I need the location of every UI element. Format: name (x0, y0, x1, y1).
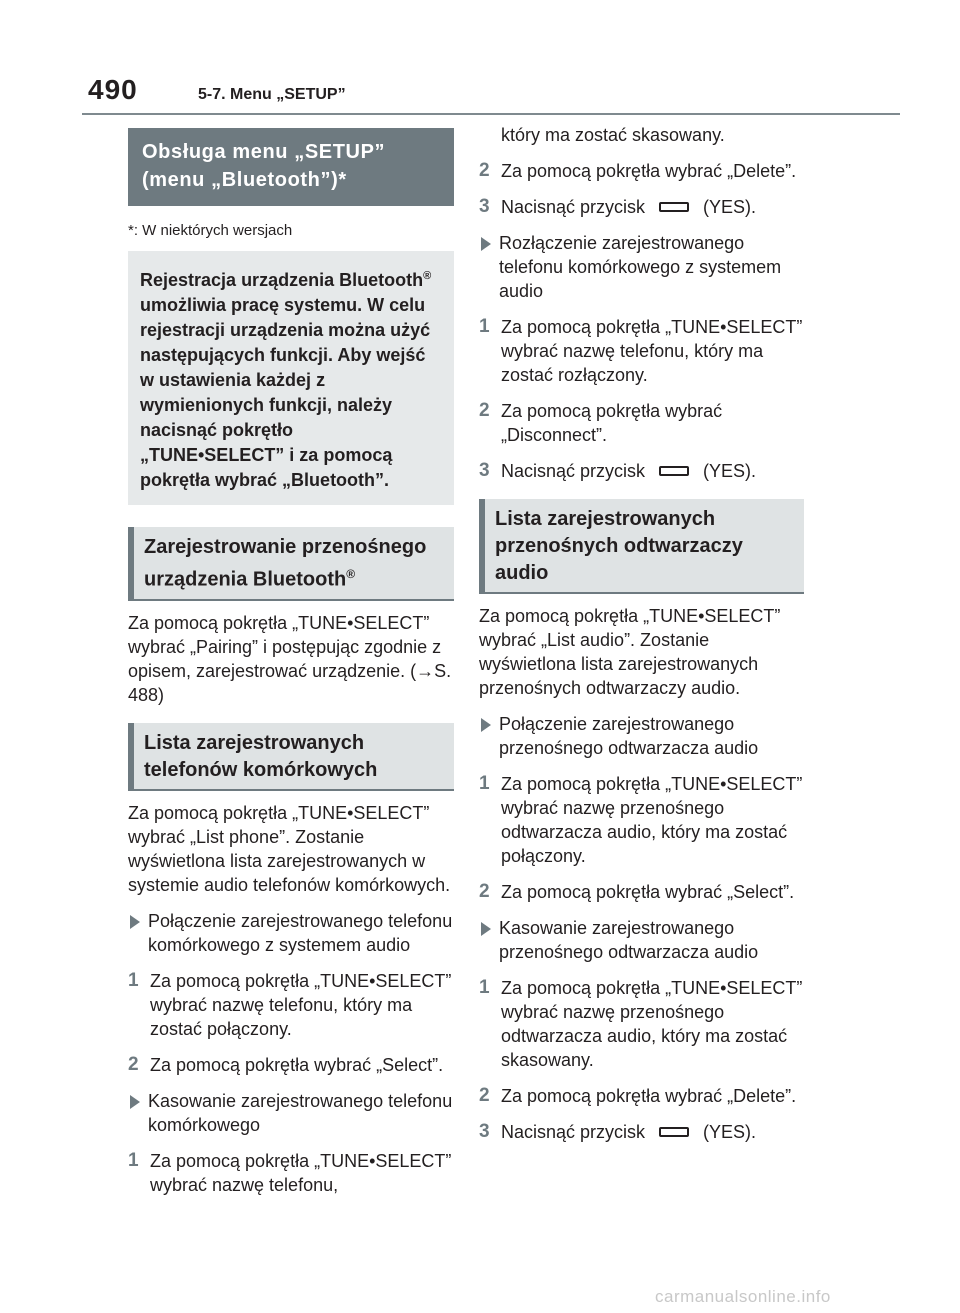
page-header (0, 0, 960, 118)
step-number: 2 (128, 1053, 139, 1075)
info-box (128, 251, 454, 505)
section-title-registration (128, 527, 454, 601)
step-number: 2 (479, 881, 490, 902)
triangle-bullet-icon (481, 237, 491, 251)
watermark: carmanualsonline.info (655, 1287, 831, 1306)
button-icon (659, 202, 689, 212)
chapter-title: 5-7. Menu „SETUP” (198, 86, 346, 103)
triangle-bullet-icon (130, 915, 140, 929)
step-item: 2 Za pomocą pokrętła wybrać „Delete”. (479, 160, 797, 181)
button-icon (659, 1127, 689, 1137)
step-number: 2 (479, 1085, 490, 1106)
paragraph-list-audio: Za pomocą pokrętła „TUNE•SELECT” wybrać „List audio”. Zostanie wyświetlona lista zarejestrowanych przenośnych odtwarzaczy audio. (479, 606, 781, 698)
step-number: 3 (479, 1121, 490, 1142)
left-column (128, 128, 454, 1209)
step-item: 1 Za pomocą pokrętła „TUNE•SELECT” wybrać nazwę przenośnego odtwarzacza audio, który ma zostać skasowany. (479, 977, 803, 1070)
triangle-bullet-icon (481, 922, 491, 936)
step-continuation: który ma zostać skasowany. (501, 125, 725, 145)
triangle-bullet-icon (130, 1095, 140, 1109)
step-item: 1 Za pomocą pokrętła „TUNE•SELECT” wybrać nazwę przenośnego odtwarzacza audio, który ma zostać połączony. (479, 773, 803, 866)
info-text-part1: Rejestracja urządzenia Bluetooth (140, 270, 424, 290)
section-title-audio-list: Lista zarejestrowanych przenośnych odtwarzaczy audio (479, 499, 804, 594)
step-item: 1 Za pomocą pokrętła „TUNE•SELECT” wybrać nazwę telefonu, który ma zostać połączony. (128, 969, 452, 1039)
registered-mark: ® (346, 567, 356, 581)
bullet-disconnect-phone: Rozłączenie zarejestrowanego telefonu komórkowego z systemem audio (479, 231, 804, 303)
step-number: 2 (479, 400, 490, 421)
step-item: 2 Za pomocą pokrętła wybrać „Select”. (479, 881, 795, 902)
section-title-setup-bluetooth: Obsługa menu „SETUP” (menu „Bluetooth”)* (128, 128, 454, 206)
step-number: 1 (479, 773, 490, 794)
footnote-versions: *: W niektórych wersjach (128, 222, 293, 239)
section-title-registration-text: Zarejestrowanie przenośnego urządzenia Bluetooth (144, 536, 427, 591)
step-item: 1 Za pomocą pokrętła „TUNE•SELECT” wybrać nazwę telefonu, (128, 1149, 452, 1195)
registered-mark: ® (423, 270, 432, 282)
section-title-phone-list: Lista zarejestrowanych telefonów komórkowych (128, 723, 454, 791)
step-item: 1 Za pomocą pokrętła „TUNE•SELECT” wybrać nazwę telefonu, który ma zostać rozłączony. (479, 316, 803, 385)
triangle-bullet-icon (481, 718, 491, 732)
paragraph-pairing: Za pomocą pokrętła „TUNE•SELECT” wybrać „Pairing” i postępując zgodnie z opisem, zarejestrować urządzenie. (→S. 488) (128, 612, 452, 705)
step-number: 1 (479, 316, 490, 337)
step-number: 2 (479, 160, 490, 181)
right-column (479, 123, 804, 1156)
step-item: 2 Za pomocą pokrętła wybrać „Delete”. (479, 1085, 797, 1106)
header-divider (82, 113, 900, 115)
info-text-part2: umożliwia pracę systemu. W celu rejestracji urządzenia można użyć następujących funkcji. Aby wejść w ustawienia każdej z wymienionych funkcji, należy nacisnąć pokrętło „TUNE•SELECT” i za pomocą pokrętła wybrać „Bluetooth”. (140, 295, 431, 490)
step-number: 1 (128, 969, 139, 991)
step-item: 3 Nacisnąć przycisk (YES). (479, 460, 757, 481)
step-item: 2 Za pomocą pokrętła wybrać „Select”. (128, 1053, 444, 1075)
button-icon (659, 466, 689, 476)
step-item: 3 Nacisnąć przycisk (YES). (479, 1121, 757, 1142)
bullet-delete-audio: Kasowanie zarejestrowanego przenośnego odtwarzacza audio (479, 916, 804, 964)
step-number: 1 (479, 977, 490, 998)
step-number: 1 (128, 1149, 139, 1171)
bullet-connect-audio: Połączenie zarejestrowanego przenośnego odtwarzacza audio (479, 712, 804, 760)
paragraph-list-phone: Za pomocą pokrętła „TUNE•SELECT” wybrać „List phone”. Zostanie wyświetlona lista zarejestrowanych w systemie audio telefonów komórkowych. (128, 802, 451, 895)
step-number: 3 (479, 196, 490, 217)
page-number: 490 (88, 74, 138, 105)
bullet-delete-phone: Kasowanie zarejestrowanego telefonu komórkowego (128, 1089, 454, 1137)
step-item: 3 Nacisnąć przycisk (YES). (479, 196, 757, 217)
step-item: 2 Za pomocą pokrętła wybrać „Disconnect”. (479, 400, 723, 445)
bullet-connect-phone: Połączenie zarejestrowanego telefonu komórkowego z systemem audio (128, 909, 454, 957)
step-number: 3 (479, 460, 490, 481)
